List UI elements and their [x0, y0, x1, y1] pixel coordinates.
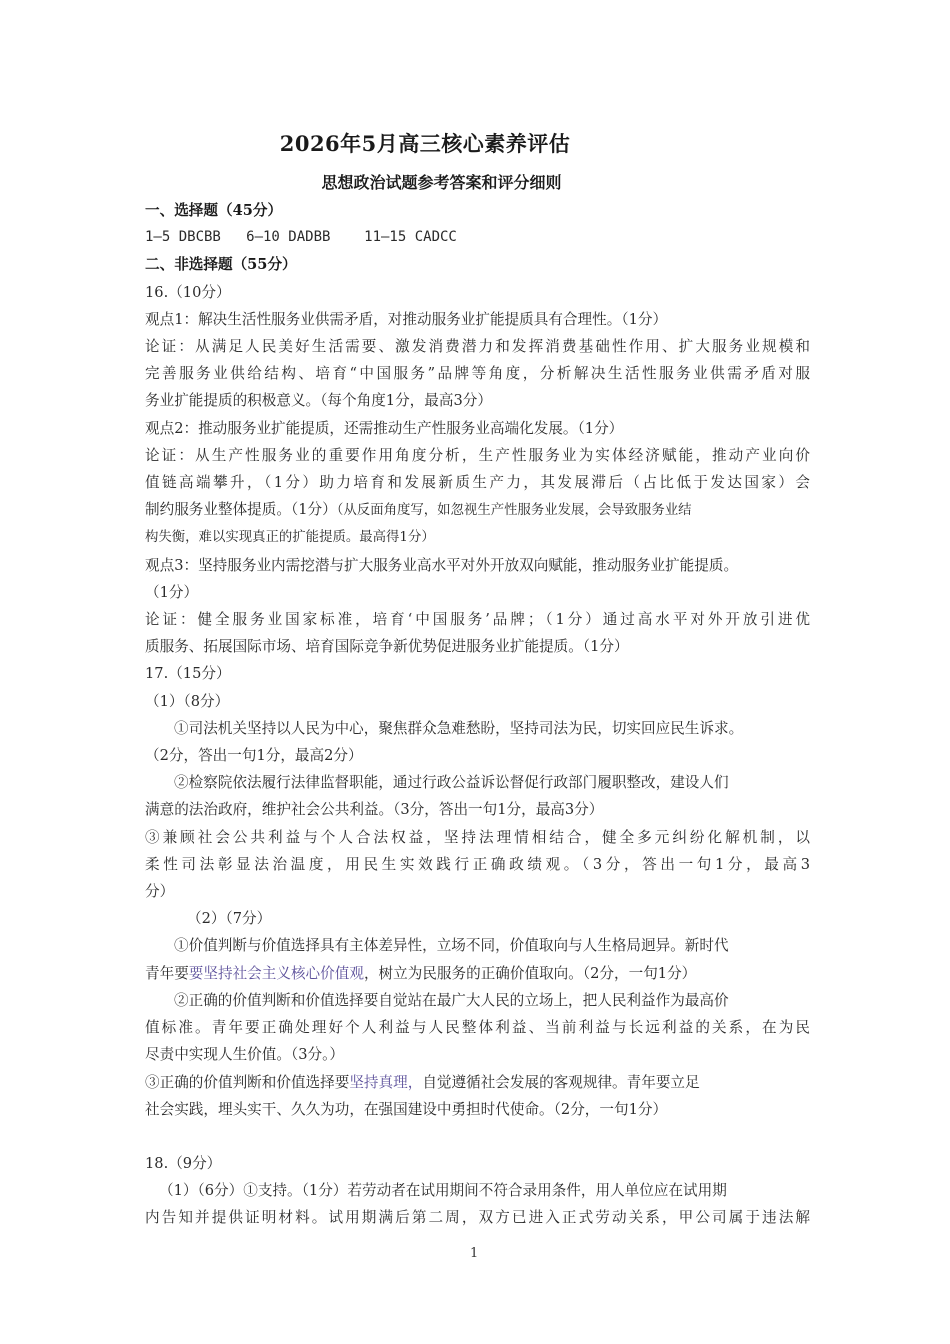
- q16-heading: 16.（10分）: [145, 283, 231, 301]
- q17-part-1: （1）（8分）: [145, 692, 230, 710]
- q17-line: 分）: [145, 883, 175, 901]
- q16-text: 制约服务业整体提质。（1分）: [145, 501, 337, 519]
- section-heading-choice: 一、选择题（45分）: [145, 202, 283, 219]
- q17-line: （2分，答出一句1分，最高2分）: [145, 747, 363, 765]
- q16-line: 论证：从生产性服务业的重要作用角度分析，生产性服务业为实体经济赋能，推动产业向价: [145, 446, 810, 464]
- q18-line: 内告知并提供证明材料。试用期满后第二周，双方已进入正式劳动关系，甲公司属于违法解: [145, 1209, 810, 1227]
- page-subtitle: 思想政治试题参考答案和评分细则: [321, 173, 562, 192]
- q16-line: （1分）: [145, 583, 199, 601]
- q17-line: 社会实践，埋头实干、久久为功，在强国建设中勇担时代使命。（2分，一句1分）: [145, 1100, 668, 1118]
- q16-line: 论证：健全服务业国家标准，培育‘中国服务’品牌；（1分）通过高水平对外开放引进优: [145, 611, 810, 629]
- q16-line: 论证：从满足人民美好生活需要、激发消费潜力和发挥消费基础性作用、扩大服务业规模和: [145, 338, 810, 356]
- q16-line: [145, 496, 810, 524]
- q17-text: 自觉遵循社会发展的客观规律。青年要立足: [422, 1073, 700, 1091]
- choice-answers: 1—5 DBCBB 6—10 DADBB 11—15 CADCC: [145, 229, 457, 246]
- q17-line: [145, 1069, 810, 1096]
- q16-note: （从反面角度写，如忽视生产性服务业发展，会导致服务业结: [336, 503, 692, 519]
- spacer: [145, 1123, 810, 1150]
- q16-line: 质服务、拓展国际市场、培育国际竞争新优势促进服务业扩能提质。（1分）: [145, 638, 629, 656]
- q16-line: 值链高端攀升，（1分）助力培育和发展新质生产力，其发展滞后（占比低于发达国家）会: [145, 474, 810, 492]
- q18-line: （1）（6分）①支持。（1分）若劳动者在试用期间不符合录用条件，用人单位应在试用期: [159, 1182, 727, 1200]
- q17-line: 柔性司法彰显法治温度，用民生实效践行正确政绩观。（3分，答出一句1分，最高3: [145, 855, 810, 873]
- q17-line: 满意的法治政府，维护社会公共利益。（3分，答出一句1分，最高3分）: [145, 801, 604, 819]
- q17-line: 值标准。青年要正确处理好个人利益与人民整体利益、当前利益与长远利益的关系，在为民: [145, 1019, 810, 1037]
- q17-heading: 17.（15分）: [145, 665, 231, 683]
- section-heading-nonchoice: 二、非选择题（55分）: [145, 256, 297, 274]
- document-body: [145, 197, 810, 1232]
- q17-highlight: 坚持真理，: [349, 1073, 423, 1091]
- page-number: 1: [470, 1246, 479, 1261]
- q17-line: ③兼顾社会公共利益与个人合法权益，坚持法理情相结合，健全多元纠纷化解机制，以: [145, 828, 810, 846]
- q17-part-2: （2）（7分）: [187, 910, 272, 928]
- q17-text: ③正确的价值判断和价值选择要: [145, 1073, 350, 1091]
- q16-line: 观点1：解决生活性服务业供需矛盾，对推动服务业扩能提质具有合理性。（1分）: [145, 310, 668, 328]
- q17-line: ②正确的价值判断和价值选择要自觉站在最广大人民的立场上，把人民利益作为最高价: [174, 991, 729, 1009]
- page-title: 2026年5月高三核心素养评估: [279, 131, 571, 156]
- q16-line: 务业扩能提质的积极意义。（每个角度1分，最高3分）: [145, 392, 492, 410]
- q18-heading: 18.（9分）: [145, 1154, 222, 1172]
- q17-line: ②检察院依法履行法律监督职能，通过行政公益诉讼督促行政部门履职整改，建设人们: [174, 774, 729, 792]
- q16-note-line: 构失衡，难以实现真正的扩能提质。最高得1分）: [145, 530, 435, 546]
- q17-line: 尽责中实现人生价值。（3分。）: [145, 1046, 344, 1064]
- q17-line: ①价值判断与价值选择具有主体差异性，立场不同，价值取向与人生格局迥异。新时代: [174, 937, 729, 955]
- q17-text: ，树立为民服务的正确价值取向。（2分，一句1分）: [363, 964, 697, 982]
- q17-line: [145, 960, 810, 987]
- q16-line: 观点3：坚持服务业内需挖潜与扩大服务业高水平对外开放双向赋能，推动服务业扩能提质。: [145, 556, 739, 574]
- q17-line: ①司法机关坚持以人民为中心，聚焦群众急难愁盼，坚持司法为民，切实回应民生诉求。: [174, 719, 744, 737]
- q16-line: 完善服务业供给结构、培育“中国服务”品牌等角度，分析解决生活性服务业供需矛盾对服: [145, 365, 810, 383]
- q17-text: 青年要: [145, 964, 189, 982]
- q16-line: 观点2：推动服务业扩能提质，还需推动生产性服务业高端化发展。（1分）: [145, 419, 624, 437]
- q17-highlight: 要坚持社会主义核心价值观: [188, 964, 364, 982]
